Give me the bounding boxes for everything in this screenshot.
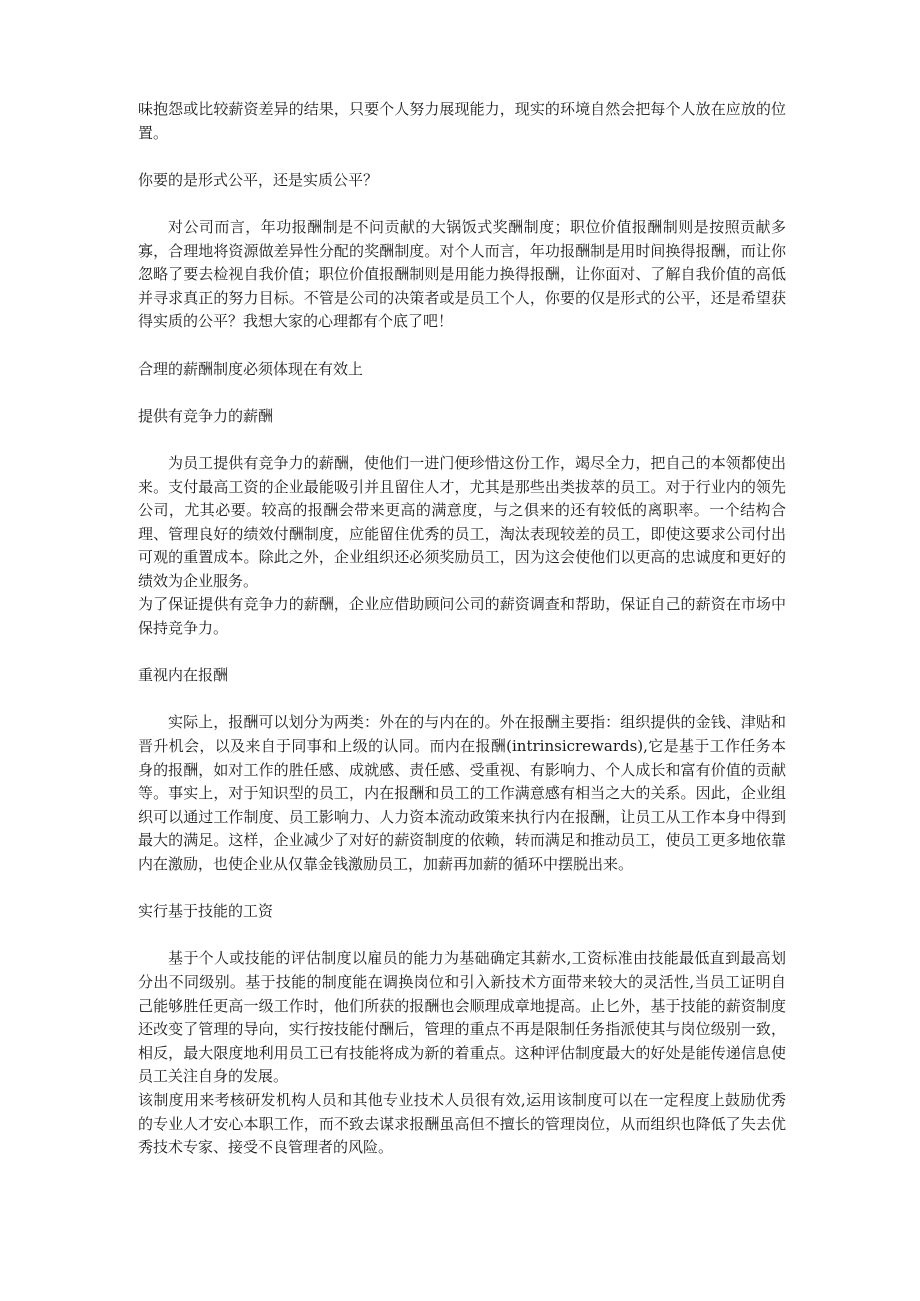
section-heading-intrinsic-rewards: 重视内在报酬 — [138, 666, 229, 685]
paragraph-fairness: 对公司而言，年功报酬制是不问贡献的大锅饭式奖酬制度；职位价值报酬制则是按照贡献多寡，合理地将资源做差异性分配的奖酬制度。对个人而言，年功报酬制是用时间换得报酬，而让你忽略了要去检视自我价值；职位价值报酬制则是用能力换得报酬，让你面对、了解自我价值的高低并寻求真正的努力目标。不管是公司的决策者或是员工个人，你要的仅是形式的公平，还是希望获得实质的公平？我想大家的心理都有个底了吧！ — [138, 217, 786, 331]
paragraph-continuation: 味抱怨或比较薪资差异的结果，只要个人努力展现能力，现实的环境自然会把每个人放在应放的位置。 — [138, 100, 786, 142]
section-heading-skill-based-pay: 实行基于技能的工资 — [138, 902, 274, 921]
paragraph-competitive-pay: 为员工提供有竞争力的薪酬，使他们一进门便珍惜这份工作，竭尽全力，把自己的本领都使出来。支付最高工资的企业最能吸引并且留住人才，尤其是那些出类拔萃的员工。对于行业内的领先公司，尤其必要。较高的报酬会带来更高的满意度，与之俱来的还有较低的离职率。一个结构合理、管理良好的绩效付酬制度，应能留住优秀的员工，淘汰表现较差的员工，即使这要求公司付出可观的重置成本。除此之外，企业组织还必须奖励员工，因为这会使他们以更高的忠诚度和更好的绩效为企业服务。 — [138, 453, 786, 590]
paragraph-skill-based-pay-effect: 该制度用来考核研发机构人员和其他专业技术人员很有效,运用该制度可以在一定程度上鼓励优秀的专业人才安心本职工作，而不致去谋求报酬虽高但不擅长的管理岗位，从而组织也降低了失去优秀技术专家、接受不良管理者的风险。 — [138, 1090, 786, 1157]
paragraph-skill-based-pay: 基于个人或技能的评估制度以雇员的能力为基础确定其薪水,工资标准由技能最低直到最高划分出不同级别。基于技能的制度能在调换岗位和引入新技术方面带来较大的灵活性,当员工证明自己能够胜任更高一级工作时，他们所获的报酬也会顺理成章地提高。止匕外，基于技能的薪资制度还改变了管理的导向，实行按技能付酬后，管理的重点不再是限制任务指派使其与岗位级别一致，相反，最大限度地利用员工已有技能将成为新的着重点。这种评估制度最大的好处是能传递信息使员工关注自身的发展。 — [138, 949, 786, 1086]
section-heading-competitive-pay: 提供有竞争力的薪酬 — [138, 406, 274, 425]
paragraph-competitive-pay-survey: 为了保证提供有竞争力的薪酬，企业应借助顾问公司的薪资调查和帮助，保证自己的薪资在市场中保持竞争力。 — [138, 595, 786, 638]
document-page — [138, 98, 786, 1160]
paragraph-intrinsic-rewards: 实际上，报酬可以划分为两类：外在的与内在的。外在报酬主要指：组织提供的金钱、津贴和晋升机会，以及来自于同事和上级的认同。而内在报酬(intrinsicrewards),它是基于工作任务本身的报酬，如对工作的胜任感、成就感、责任感、受重视、有影响力、个人成长和富有价值的贡献等。事实上，对于知识型的员工，内在报酬和员工的工作满意感有相当之大的关系。因此，企业组织可以通过工作制度、员工影响力、人力资本流动政策来执行内在报酬，让员工从工作本身中得到最大的满足。这样，企业减少了对好的薪资制度的依赖，转而满足和推动员工，使员工更多地依靠内在激励，也使企业从仅靠金钱激励员工，加薪再加薪的循环中摆脱出来。 — [138, 713, 786, 873]
section-heading-effective: 合理的薪酬制度必须体现在有效上 — [138, 359, 364, 378]
section-heading-fairness: 你要的是形式公平，还是实质公平？ — [138, 170, 379, 189]
